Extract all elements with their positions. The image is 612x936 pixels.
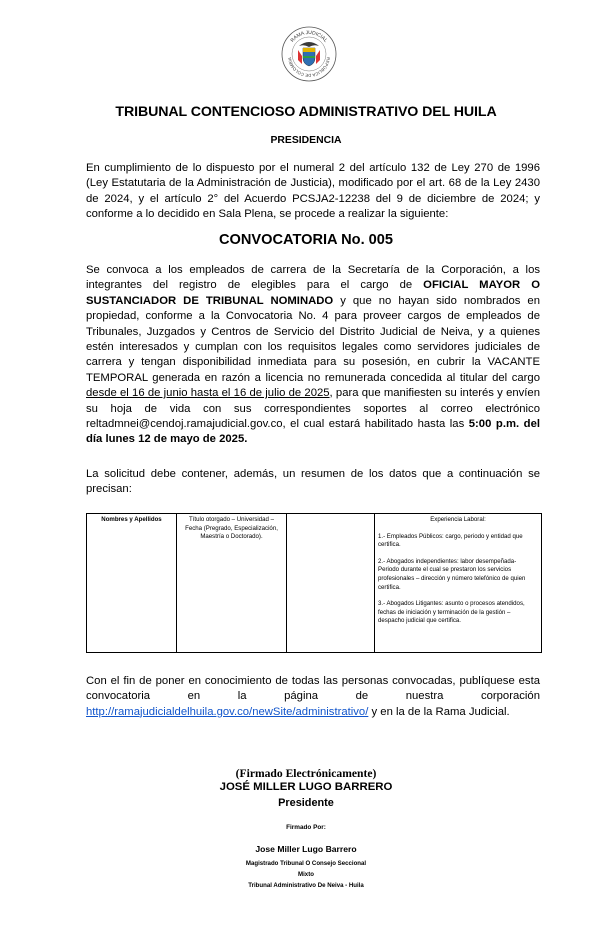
svg-text:RAMA JUDICIAL: RAMA JUDICIAL	[289, 29, 329, 44]
experience-item: 2.- Abogados independientes: labor desempeñada- Periodo durante el cual se prestaron los servicios profesionales – dirección y número telefónico de quien certifica.	[378, 557, 526, 591]
e-signer-role: Magistrado Tribunal O Consejo Seccional	[245, 860, 367, 867]
table-cell-degree: Título otorgado – Universidad – Fecha (Pregrado, Especialización, Maestría o Doctorado).	[177, 514, 287, 653]
coat-of-arms-seal-icon	[281, 26, 337, 82]
closing-paragraph	[86, 674, 540, 720]
signer-title: Presidente	[278, 797, 334, 809]
experience-item: 1.- Empleados Públicos: cargo, periodo y entidad que certifica.	[378, 532, 523, 549]
signed-by-label: Firmado Por:	[286, 824, 326, 831]
announcement-paragraph	[86, 263, 540, 448]
signed-note: (Firmado Electrónicamente)	[235, 767, 377, 780]
closing-text-1: Con el fin de poner en conocimiento de todas las personas convocadas, publíquese esta convocatoria en la página de nuestra corporación	[86, 675, 540, 703]
svg-text:REPÚBLICA DE COLOMBIA: REPÚBLICA DE COLOMBIA	[287, 56, 331, 79]
signer-full-name: JOSÉ MILLER LUGO BARRERO	[219, 781, 393, 793]
position-name: OFICIAL MAYOR O SUSTANCIADOR DE TRIBUNAL NOMINADO	[86, 279, 540, 307]
request-paragraph: La solicitud debe contener, además, un resumen de los datos que a continuación se precisan:	[86, 468, 540, 496]
table-cell-empty	[287, 514, 375, 653]
tribunal-heading: TRIBUNAL CONTENCIOSO ADMINISTRATIVO DEL HUILA	[115, 104, 497, 120]
table-cell-experience	[375, 514, 542, 653]
document-title: CONVOCATORIA No. 005	[218, 232, 394, 248]
experience-item: 3.- Abogados Litigantes: asunto o procesos atendidos, fechas de iniciación y terminación de la gestión – despacho judicial que certifica.	[378, 600, 525, 625]
table-row	[87, 514, 542, 653]
vacancy-dates: desde el 16 de junio hasta el 16 de julio de 2025	[86, 387, 330, 400]
announcement-text-1: Se convoca a los empleados de carrera de la Secretaría de la Corporación, a los integrantes del registro de elegibles para el cargo de	[86, 264, 540, 292]
section-heading: PRESIDENCIA	[270, 135, 342, 146]
intro-paragraph: En cumplimiento de lo dispuesto por el numeral 2 del artículo 132 de Ley 270 de 1996 (Ley Estatutaria de la Administración de Justicia), modificado por el art. 68 de la Ley 2430 de 2024, y el artículo 2° del Acuerdo PCSJA2-12238 del 9 de diciembre de 2024; y conforme a lo decidido en Sala Plena, se procede a realizar la siguiente:	[86, 162, 540, 221]
announcement-text-2: y que no hayan sido nombrados en propiedad, conforme a la Convocatoria No. 4 para proveer cargos de empleados de Tribunales, Juzgados y Centros de Servicio del Distrito Judicial de Neiva, y a quienes estén interesados y cumplan con los requisitos legales como servidores judiciales de carrera y tengan disponibilidad inmediata para su posesión, en cubrir la VACANTE TEMPORAL generada en razón a licencia no remunerada concedida al titular del cargo	[86, 294, 540, 384]
e-signer-name: Jose Miller Lugo Barrero	[255, 844, 357, 854]
corporation-website-link[interactable]: http://ramajudicialdelhuila.gov.co/newSite/administrativo/	[86, 705, 369, 718]
requirements-table	[86, 513, 542, 653]
announcement-text-3: , para que manifiesten su interés y envíen su hoja de vida con sus correspondientes soportes al correo electrónico reltadmnei@cendoj.ramajudicial.gov.co, el cual estará habilitado hasta las	[86, 387, 540, 431]
e-signer-type: Mixto	[298, 871, 314, 878]
closing-text-2: y en la de la Rama Judicial.	[368, 705, 510, 718]
deadline: 5:00 p.m. del día lunes 12 de mayo de 2025.	[86, 418, 540, 446]
table-cell-names: Nombres y Apellidos	[87, 514, 177, 653]
experience-title: Experiencia Laboral:	[430, 516, 486, 523]
e-signer-office: Tribunal Administrativo De Neiva - Huila	[248, 882, 364, 889]
